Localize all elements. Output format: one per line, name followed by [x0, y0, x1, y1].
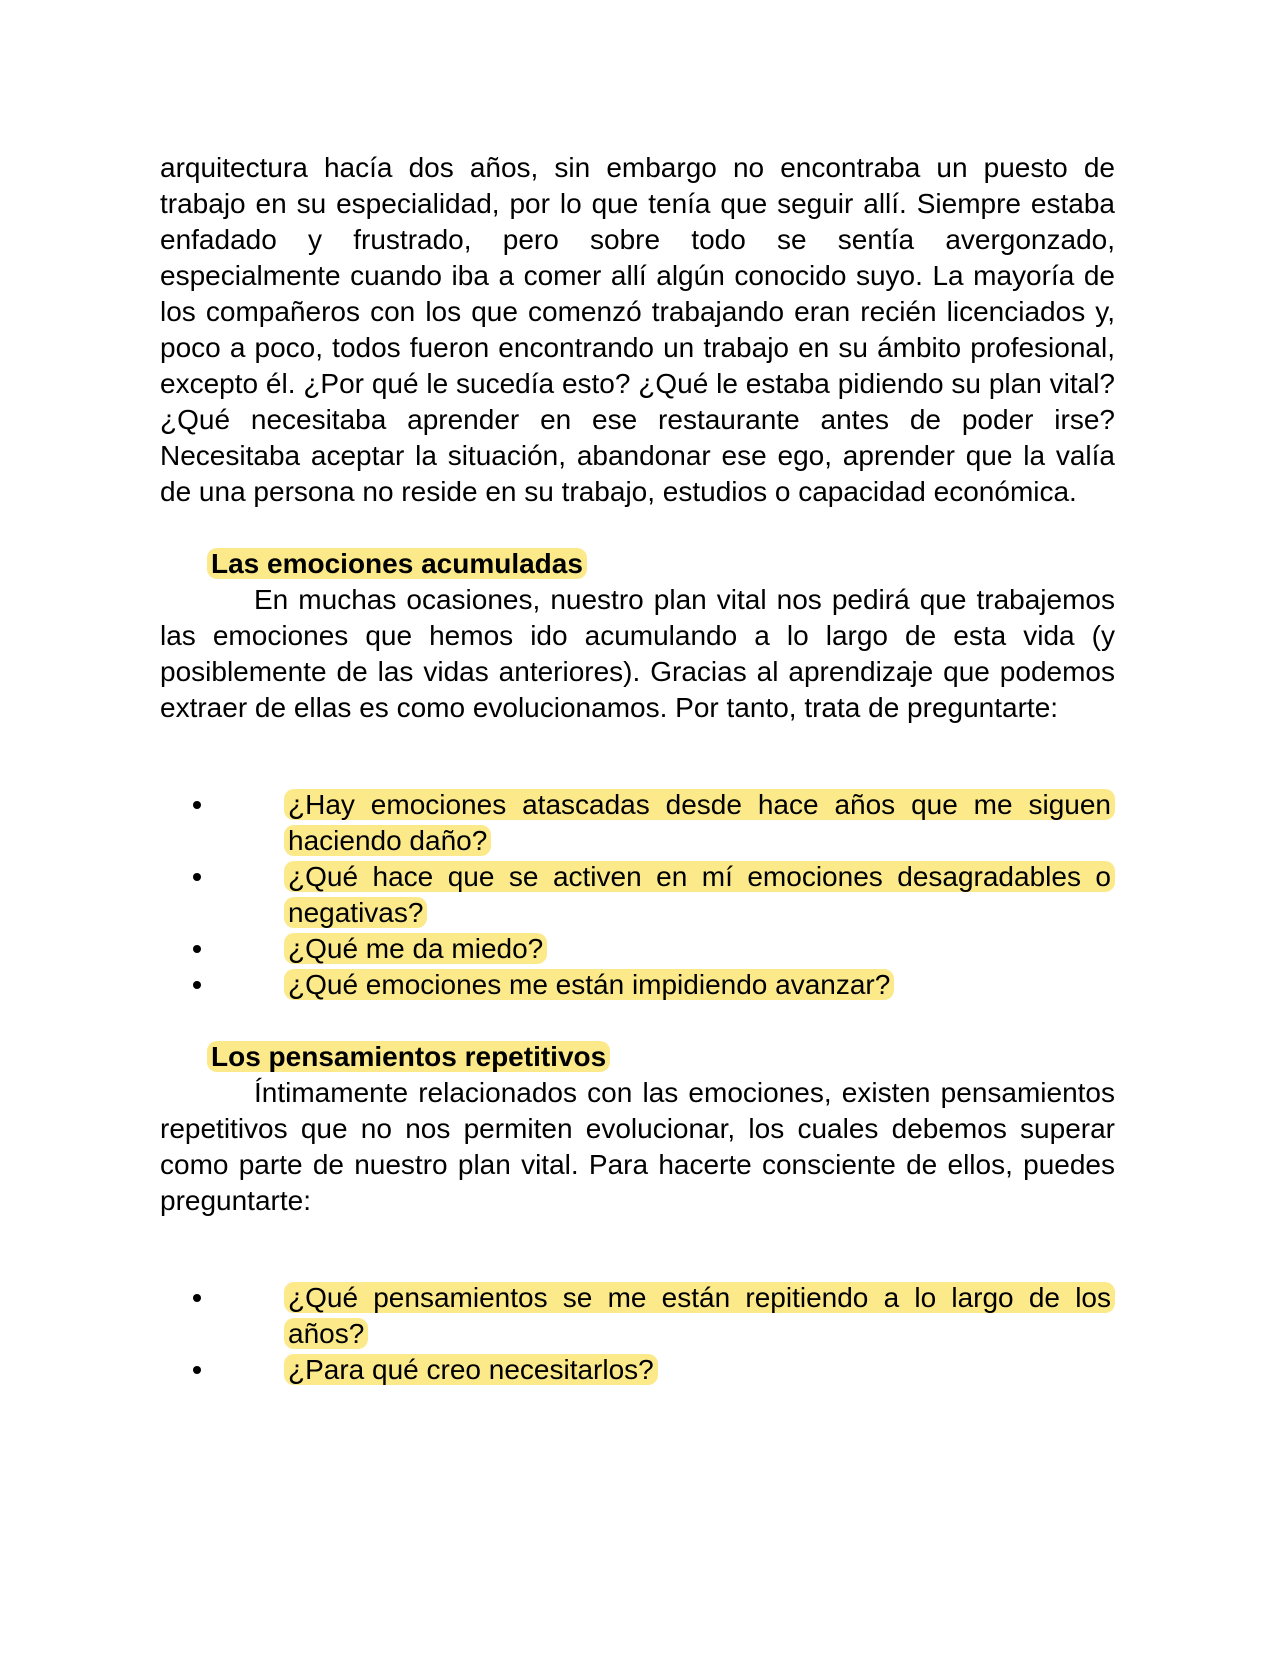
list-item-text: ¿Qué pensamientos se me están repitiendo a lo largo de los años? [284, 1282, 1115, 1349]
bullet-icon [193, 945, 201, 953]
list-item-text: ¿Qué emociones me están impidiendo avanzar? [284, 969, 894, 1000]
list-item [160, 787, 1115, 859]
list-item [160, 931, 1115, 967]
bullet-icon [193, 801, 201, 809]
list-item [160, 859, 1115, 931]
list-item [160, 967, 1115, 1003]
list-item-text: ¿Para qué creo necesitarlos? [284, 1354, 658, 1385]
list-item-text: ¿Hay emociones atascadas desde hace años que me siguen haciendo daño? [284, 789, 1115, 856]
heading-pensamientos-text: Los pensamientos repetitivos [207, 1041, 610, 1072]
list-item [160, 1352, 1115, 1388]
list-item [160, 1280, 1115, 1352]
bullet-icon [193, 873, 201, 881]
intro-paragraph: arquitectura hacía dos años, sin embargo no encontraba un puesto de trabajo en su especialidad, por lo que tenía que seguir allí. Siempre estaba enfadado y frustrado, pero sobre todo se sentía avergonzado, especialmente cuando iba a comer allí algún conocido suyo. La mayoría de los compañeros con los que comenzó trabajando eran recién licenciados y, poco a poco, todos fueron encontrando un trabajo en su ámbito profesional, excepto él. ¿Por qué le sucedía esto? ¿Qué le estaba pidiendo su plan vital? ¿Qué necesitaba aprender en ese restaurante antes de poder irse? Necesitaba aceptar la situación, abandonar ese ego, aprender que la valía de una persona no reside en su trabajo, estudios o capacidad económica. [160, 152, 1115, 507]
emociones-paragraph: En muchas ocasiones, nuestro plan vital nos pedirá que trabajemos las emociones que hemos ido acumulando a lo largo de esta vida (y posiblemente de las vidas anteriores). Gracias al aprendizaje que podemos extraer de ellas es como evolucionamos. Por tanto, trata de preguntarte: [160, 584, 1115, 723]
document-page [160, 150, 1115, 1388]
heading-pensamientos [207, 1039, 1115, 1075]
bullet-icon [193, 981, 201, 989]
bullet-icon [193, 1294, 201, 1302]
pensamientos-paragraph: Íntimamente relacionados con las emociones, existen pensamientos repetitivos que no nos permiten evolucionar, los cuales debemos superar como parte de nuestro plan vital. Para hacerte consciente de ellos, puedes preguntarte: [160, 1077, 1115, 1216]
bullet-icon [193, 1366, 201, 1374]
pensamientos-question-list [160, 1280, 1115, 1388]
emociones-question-list [160, 787, 1115, 1003]
list-item-text: ¿Qué me da miedo? [284, 933, 547, 964]
list-item-text: ¿Qué hace que se activen en mí emociones desagradables o negativas? [284, 861, 1115, 928]
heading-emociones-text: Las emociones acumuladas [207, 548, 587, 579]
heading-emociones [207, 546, 1115, 582]
